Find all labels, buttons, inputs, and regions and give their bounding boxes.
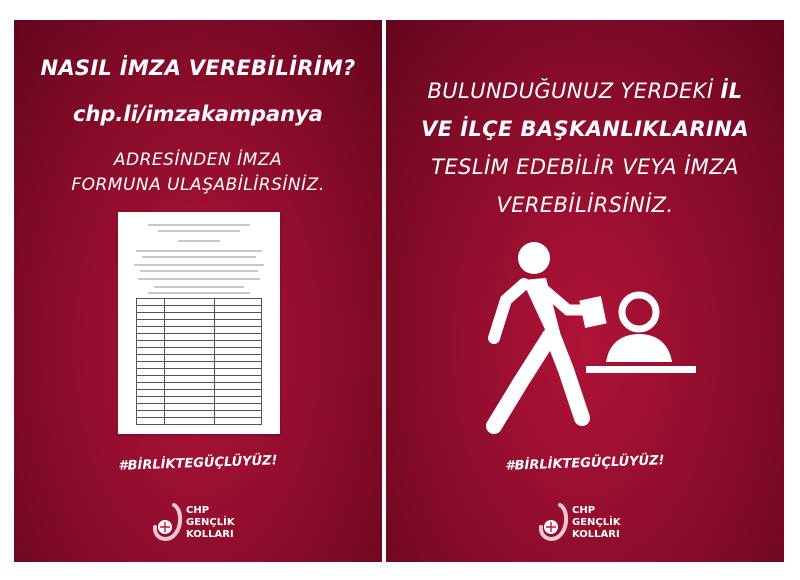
left-subtitle-line2: FORMUNA ULAŞABİLİRSİNİZ. — [71, 175, 325, 195]
chp-youth-logo-icon — [152, 503, 184, 543]
right-logo — [538, 503, 638, 547]
left-logo-line2: GENÇLİK — [186, 517, 235, 528]
right-logo-line2: GENÇLİK — [572, 517, 621, 528]
left-poster-panel — [14, 20, 382, 562]
right-poster-panel — [386, 20, 784, 562]
person-delivering-document-icon — [476, 240, 706, 440]
form-table — [136, 298, 262, 425]
signature-form-image — [118, 212, 280, 434]
right-logo-line3: KOLLARI — [572, 529, 620, 540]
left-logo — [152, 503, 252, 547]
left-logo-line3: KOLLARI — [186, 529, 234, 540]
left-hashtag: #BİRLİKTEGÜÇLÜYÜZ! — [118, 453, 278, 474]
chp-youth-logo-icon — [538, 503, 570, 543]
left-subtitle — [14, 148, 382, 198]
right-message — [386, 72, 784, 224]
right-hashtag: #BİRLİKTEGÜÇLÜYÜZ! — [505, 453, 665, 474]
right-logo-line1: CHP — [572, 505, 596, 516]
campaign-url[interactable]: chp.li/imzakampanya — [73, 102, 323, 126]
right-line2-bold: VE İLÇE BAŞKANLIKLARINA — [421, 117, 749, 141]
right-line1 — [386, 72, 784, 110]
right-line3: TESLİM EDEBİLİR VEYA İMZA — [431, 155, 739, 179]
left-heading: NASIL İMZA VEREBİLİRİM? — [40, 56, 356, 80]
right-line1-bold: İL — [720, 79, 743, 103]
right-line2 — [386, 110, 784, 148]
right-line4: VEREBİLİRSİNİZ. — [496, 193, 674, 217]
right-logo-text — [572, 505, 621, 541]
left-subtitle-line1: ADRESİNDEN İMZA — [113, 150, 283, 170]
left-logo-line1: CHP — [186, 505, 210, 516]
right-line1-plain: BULUNDUĞUNUZ YERDEKİ — [427, 79, 721, 103]
left-logo-text — [186, 505, 235, 541]
